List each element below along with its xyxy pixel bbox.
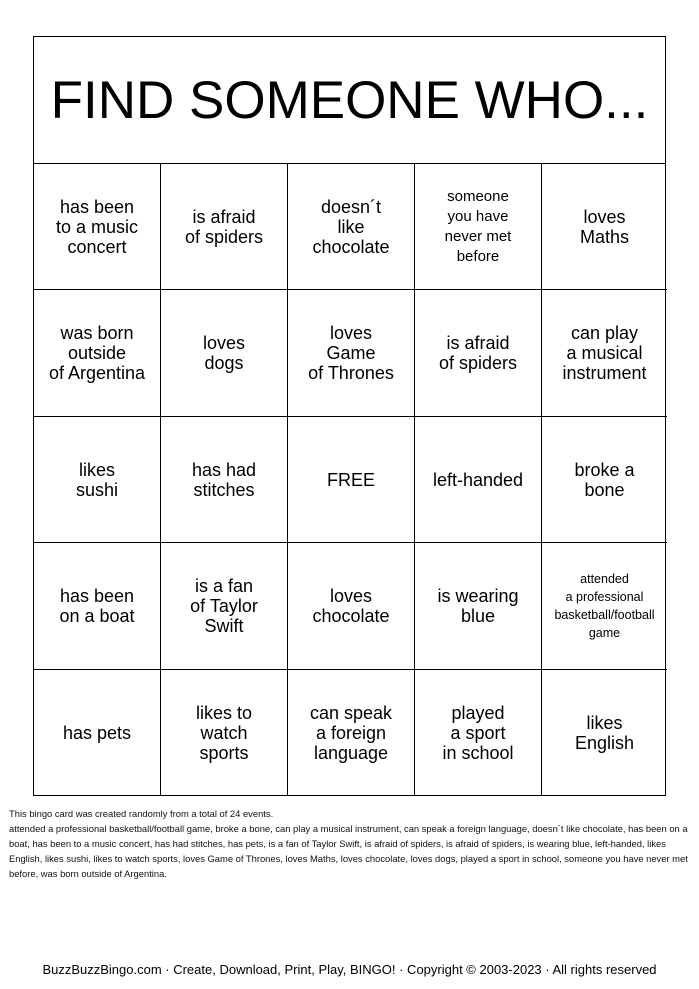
free-space-cell: FREE <box>288 417 415 543</box>
bingo-cell: was born outside of Argentina <box>34 290 161 417</box>
bingo-cell: attended a professional basketball/football game <box>542 543 667 670</box>
bingo-cell: doesn´t like chocolate <box>288 164 415 290</box>
card-title: FIND SOMEONE WHO... <box>34 37 665 164</box>
bingo-cell: has had stitches <box>161 417 288 543</box>
bingo-cell: loves Game of Thrones <box>288 290 415 417</box>
bingo-cell: loves Maths <box>542 164 667 290</box>
bingo-cell: can speak a foreign language <box>288 670 415 796</box>
bingo-card <box>33 36 666 796</box>
events-note <box>9 806 691 881</box>
bingo-cell: likes to watch sports <box>161 670 288 796</box>
bingo-cell: loves chocolate <box>288 543 415 670</box>
bingo-cell: is wearing blue <box>415 543 542 670</box>
bingo-cell: played a sport in school <box>415 670 542 796</box>
bingo-cell: likes sushi <box>34 417 161 543</box>
bingo-cell: has been on a boat <box>34 543 161 670</box>
bingo-cell: likes English <box>574 713 635 753</box>
bingo-cell: can play a musical instrument <box>542 290 667 417</box>
bingo-cell: someone you have never met before <box>415 164 542 290</box>
bingo-cell: is afraid of spiders <box>415 290 542 417</box>
bingo-grid <box>34 164 665 796</box>
bingo-cell: has pets <box>34 670 161 796</box>
bingo-cell: is afraid of spiders <box>161 164 288 290</box>
events-note-summary: This bingo card was created randomly from a total of 24 events. <box>9 808 274 819</box>
bingo-cell: broke a bone <box>542 417 667 543</box>
events-note-list: attended a professional basketball/football game, broke a bone, can play a musical instrument, can speak a foreign language, doesn´t like chocolate, has been on a boat, has been to a music concert, has had stitches, has pets, is a fan of Taylor Swift, is afraid of spiders, is afraid of spiders, is wearing blue, left-handed, likes English, likes sushi, likes to watch sports, loves Game of Thrones, loves Maths, loves chocolate, loves dogs, played a sport in school, someone you have never met before, was born outside of Argentina. <box>9 823 688 879</box>
bingo-cell: left-handed <box>415 417 542 543</box>
copyright-footer: BuzzBuzzBingo.com · Create, Download, Print, Play, BINGO! · Copyright © 2003-2023 · All rights reserved <box>42 962 657 977</box>
bingo-cell: has been to a music concert <box>34 164 161 290</box>
bingo-cell: is a fan of Taylor Swift <box>161 543 288 670</box>
bingo-cell: loves dogs <box>161 290 288 417</box>
